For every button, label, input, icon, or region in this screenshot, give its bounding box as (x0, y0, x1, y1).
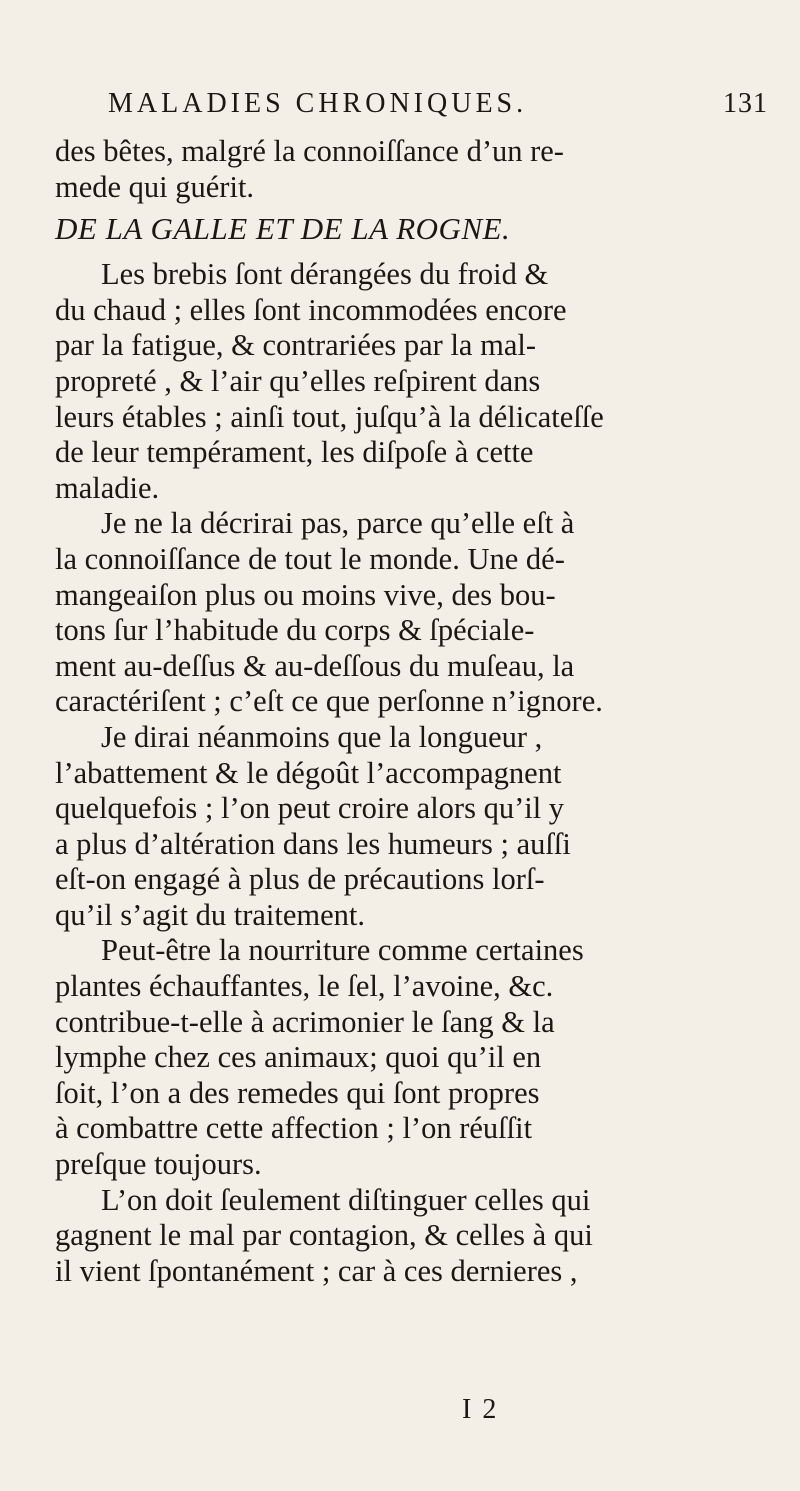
text-line: tons ſur l’habitude du corps & ſpéciale- (55, 613, 535, 648)
text-line: contribue-t-elle à acrimonier le ſang & la (55, 1004, 555, 1039)
text-block (55, 134, 773, 1289)
text-line: propreté , & l’air qu’elles reſpirent dans (55, 363, 541, 398)
text-line: ſoit, l’on a des remedes qui ſont propres (55, 1075, 540, 1110)
running-head-title: MALADIES CHRONIQUES. (108, 88, 528, 119)
text-line: maladie. (55, 470, 160, 505)
text-line: Peut-être la nourriture comme certaines (101, 933, 584, 968)
text-line: mangeaiſon plus ou moins vive, des bou- (55, 577, 556, 612)
text-line: mede qui guérit. (55, 169, 255, 204)
text-line: Les brebis ſont dérangées du froid & (101, 257, 549, 292)
text-line: leurs étables ; ainſi tout, juſqu’à la délicateſſe (55, 399, 604, 434)
text-line: caractériſent ; c’eſt ce que perſonne n’ignore. (55, 684, 603, 719)
text-line: Je dirai néanmoins que la longueur , (101, 719, 543, 754)
text-line: des bêtes, malgré la connoiſſance d’un re- (55, 134, 564, 168)
text-line: a plus d’altération dans les humeurs ; auſſi (55, 826, 571, 861)
text-line: à combattre cette affection ; l’on réuſſit (55, 1111, 533, 1146)
text-line: gagnent le mal par contagion, & celles à qui (55, 1218, 593, 1253)
text-line: il vient ſpontanément ; car à ces dernieres , (55, 1253, 578, 1288)
text-line: L’on doit ſeulement diſtinguer celles qui (101, 1182, 591, 1217)
text-line: quelquefois ; l’on peut croire alors qu’il y (55, 791, 565, 826)
signature-mark: I 2 (462, 1394, 499, 1425)
text-line: Je ne la décrirai pas, parce qu’elle eſt à (101, 506, 575, 541)
running-head (108, 88, 768, 128)
text-line: par la fatigue, & contrariées par la mal- (55, 328, 536, 363)
text-line: la connoiſſance de tout le monde. Une dé- (55, 541, 565, 576)
text-line: lymphe chez ces animaux; quoi qu’il en (55, 1040, 542, 1075)
text-line: qu’il s’agit du traitement. (55, 897, 366, 932)
text-line: l’abattement & le dégoût l’accompagnent (55, 755, 562, 790)
body-paragraphs (55, 257, 773, 1289)
section-heading: DE LA GALLE ET DE LA ROGNE. (55, 211, 511, 247)
text-line: de leur tempérament, les diſpoſe à cette (55, 435, 534, 470)
text-line: ment au-deſſus & au-deſſous du muſeau, la (55, 648, 575, 683)
page-number: 131 (723, 88, 768, 119)
text-line: preſque toujours. (55, 1147, 262, 1182)
text-line: eſt-on engagé à plus de précautions lorſ- (55, 862, 545, 897)
text-line: du chaud ; elles ſont incommodées encore (55, 292, 567, 327)
text-line: plantes échauffantes, le ſel, l’avoine, &c. (55, 969, 554, 1004)
